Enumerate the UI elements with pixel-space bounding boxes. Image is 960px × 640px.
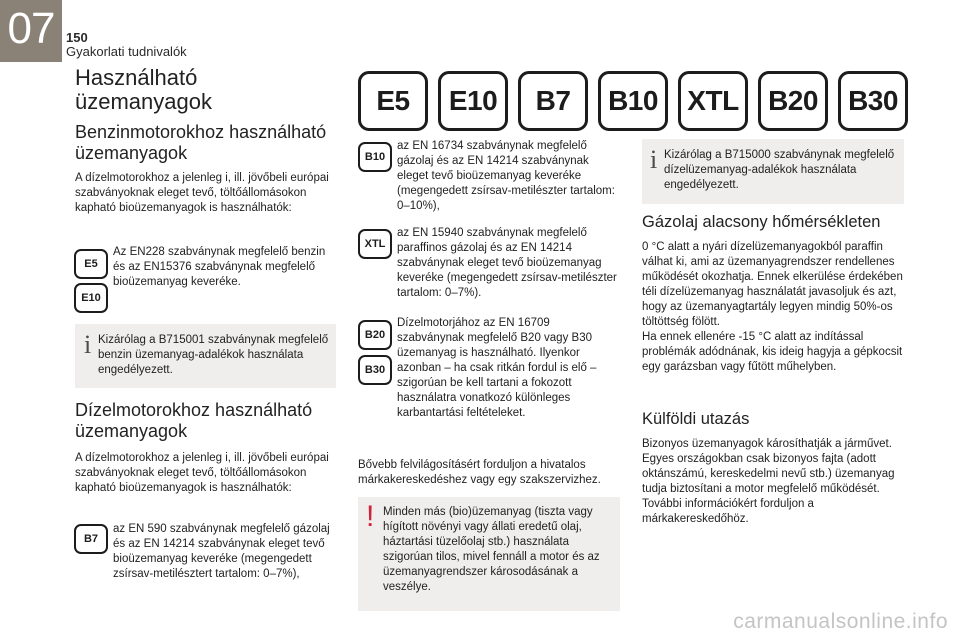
xtl-description: az EN 15940 szabványnak megfelelő paraffinos gázolaj és az EN 14214 szabványnak eleget tevő bioüzemanyag keveréke (megengedett zsírsav-metilészter tartalom: 0–7%). [397, 227, 617, 299]
diesel-intro: A dízelmotorokhoz a jelenleg i, ill. jövőbeli európai szabványoknak eleget tevő, töltőállomásokon kapható bioüzemanyagok is használhatók: [75, 452, 329, 494]
cold-weather-text: 0 °C alatt a nyári dízelüzemanyagokból paraffin válhat ki, ami az üzemanyagrendszer rendellenes működését okozhatja. Ennek elkerülése érdekében téli dízelüzemanyag használatát javasoljuk és azt, hogy az üzemanyagtartály legyen mindig 50%-os töltöttség fölött. Ha ennek ellenére -15 °C alatt az indítással problémák adódnának, kis ideig hagyja a gépkocsit egy garázsban vagy fűtött műhelyben. [642, 241, 903, 373]
top-badge-b10: B10 [598, 71, 668, 131]
top-badge-xtl: XTL [678, 71, 748, 131]
top-badge-b7: B7 [518, 71, 588, 131]
fuel-badge-e10: E10 [74, 283, 108, 313]
more-info-text: Bővebb felvilágosításért forduljon a hivatalos márkakereskedéshez vagy egy szakszervizhez. [358, 459, 601, 486]
info-icon: i [84, 330, 92, 359]
watermark: carmanualsonline.info [733, 610, 948, 633]
warning-text: Minden más (bio)üzemanyag (tiszta vagy hígított növényi vagy állati eredetű olaj, háztartási tüzelőolaj stb.) használata szigorúan tilos, mivel fennáll a motor és az üzemanyagrendszer károsodásának a veszélye. [383, 506, 600, 593]
page-number: 150 [66, 30, 88, 45]
diesel-note-text: Kizárólag a B715000 szabványnak megfelelő dízelüzemanyag-adalékok használata engedélyezett. [664, 149, 895, 191]
fuel-badge-e5: E5 [74, 249, 108, 279]
chapter-number: 07 [7, 4, 55, 53]
fuel-badge-b30: B30 [358, 355, 392, 385]
top-badge-e10: E10 [438, 71, 508, 131]
travel-abroad-heading: Külföldi utazás [642, 410, 750, 428]
travel-abroad-text: Bizonyos üzemanyagok károsíthatják a járművet. Egyes országokban csak bizonyos fajta (adott oktánszámú, kereskedelmi nevű stb.) üzemanyag tudja biztosítani a motor megfelelő működését. További információkért forduljon a márkakereskedőhöz. [642, 438, 895, 525]
fuel-badge-xtl: XTL [358, 229, 392, 259]
fuel-badge-b10: B10 [358, 142, 392, 172]
petrol-heading: Benzinmotorokhoz használható üzemanyagok [75, 122, 327, 163]
fuel-badge-b7: B7 [74, 524, 108, 554]
fuel-badge-b20: B20 [358, 320, 392, 350]
info-icon: i [650, 145, 658, 174]
b20-b30-description: Dízelmotorjához az EN 16709 szabványnak megfelelő B20 vagy B30 üzemanyag is használható. Ilyenkor azonban – ha csak ritkán fordul is elő – szigorúan be kell tartani a fokozott használatra vonatkozó különleges karbantartási feltételeket. [397, 317, 597, 419]
warning-icon: ! [366, 500, 375, 533]
top-badge-b20: B20 [758, 71, 828, 131]
section-title: Gyakorlati tudnivalók [66, 44, 187, 59]
top-badge-e5: E5 [358, 71, 428, 131]
b7-description: az EN 590 szabványnak megfelelő gázolaj és az EN 14214 szabványnak eleget tevő bioüzemanyag keveréke (megengedett zsírsav-metilésztert tartalom: 0–7%), [113, 523, 330, 580]
petrol-intro: A dízelmotorokhoz a jelenleg i, ill. jövőbeli európai szabványoknak eleget tevő, töltőállomásokon kapható bioüzemanyagok is használhatók: [75, 172, 329, 214]
petrol-description: Az EN228 szabványnak megfelelő benzin és az EN15376 szabványnak megfelelő bioüzemanyag keveréke. [113, 246, 326, 288]
diesel-heading: Dízelmotorokhoz használható üzemanyagok [75, 400, 313, 441]
cold-weather-heading: Gázolaj alacsony hőmérsékleten [642, 213, 881, 231]
page-title: Használható üzemanyagok [75, 65, 212, 114]
b10-description: az EN 16734 szabványnak megfelelő gázolaj és az EN 14214 szabványnak eleget tevő bioüzemanyag keveréke (megengedett zsírsav-metilészter tartalom: 0–10%), [397, 140, 615, 212]
top-badge-b30: B30 [838, 71, 908, 131]
petrol-note-text: Kizárólag a B715001 szabványnak megfelelő benzin üzemanyag-adalékok használata engedélyezett. [98, 334, 329, 376]
